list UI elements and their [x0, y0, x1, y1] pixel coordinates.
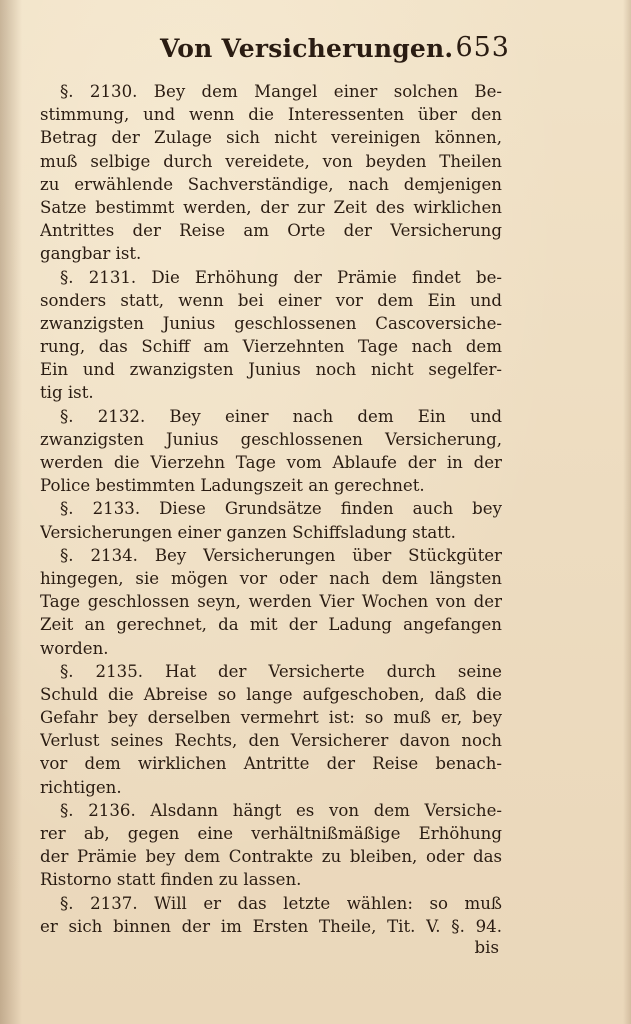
page-header	[120, 34, 510, 70]
text-line: stimmung, und wenn die Interessenten über den	[40, 105, 502, 125]
text-line: vor dem wirklichen Antritte der Reise benach-	[40, 754, 502, 774]
text-line: §. 2133. Diese Grundsätze finden auch bey	[60, 499, 502, 519]
text-line: er sich binnen der im Ersten Theile, Tit. V. §. 94.	[40, 916, 502, 936]
catchword: bis	[474, 938, 499, 957]
text-line: Betrag der Zulage sich nicht vereinigen können,	[40, 128, 502, 148]
body-text	[40, 80, 502, 938]
text-line: zu erwählende Sachverständige, nach demjenigen	[40, 174, 502, 194]
text-line: Zeit an gerechnet, da mit der Ladung angefangen	[40, 615, 502, 635]
text-line: tig ist.	[40, 383, 94, 403]
text-line: Tage geschlossen seyn, werden Vier Wochen von der	[40, 592, 502, 612]
text-line: Gefahr bey derselben vermehrt ist: so muß er, bey	[40, 708, 502, 728]
text-line: §. 2130. Bey dem Mangel einer solchen Be-	[60, 82, 502, 101]
text-line: Satze bestimmt werden, der zur Zeit des wirklichen	[40, 197, 502, 217]
text-line: zwanzigsten Junius geschlossenen Cascoversiche-	[40, 313, 502, 333]
text-line: Ristorno statt finden zu lassen.	[40, 870, 302, 890]
text-line: werden die Vierzehn Tage vom Ablaufe der in der	[40, 453, 502, 472]
text-line: Verlust seines Rechts, den Versicherer davon noch	[40, 731, 502, 751]
text-line: rung, das Schiff am Vierzehnten Tage nach dem	[40, 337, 502, 357]
text-line: §. 2134. Bey Versicherungen über Stückgüter	[60, 545, 502, 565]
text-line: Ein und zwanzigsten Junius noch nicht segelfer-	[40, 360, 502, 380]
text-line: hingegen, sie mögen vor oder nach dem längsten	[40, 568, 502, 588]
text-line: Versicherungen einer ganzen Schiffsladung statt.	[40, 522, 456, 542]
text-line: der Prämie bey dem Contrakte zu bleiben, oder das	[40, 847, 502, 867]
text-line: §. 2137. Will er das letzte wählen: so muß	[60, 893, 502, 913]
text-line: Schuld die Abreise so lange aufgeschoben, daß die	[40, 684, 502, 704]
text-line: gangbar ist.	[40, 244, 142, 264]
running-title: Von Versicherungen.	[160, 34, 454, 63]
text-line: rer ab, gegen eine verhältnißmäßige Erhöhung	[40, 824, 502, 843]
text-line: §. 2135. Hat der Versicherte durch seine	[60, 661, 502, 681]
text-line: worden.	[40, 638, 109, 658]
text-line: Police bestimmten Ladungszeit an gerechnet.	[40, 476, 425, 496]
text-line: sonders statt, wenn bei einer vor dem Ein und	[40, 290, 502, 310]
text-line: §. 2131. Die Erhöhung der Prämie findet be-	[60, 267, 502, 287]
text-line: richtigen.	[40, 777, 122, 797]
text-line: Antrittes der Reise am Orte der Versicherung	[40, 221, 502, 241]
text-line: zwanzigsten Junius geschlossenen Versicherung,	[40, 429, 502, 449]
text-line: §. 2136. Alsdann hängt es von dem Versiche-	[60, 800, 502, 820]
page-edge	[623, 0, 631, 1024]
spine-shadow	[0, 0, 22, 1024]
page-number: 653	[455, 32, 510, 63]
text-line: muß selbige durch vereidete, von beyden Theilen	[40, 151, 502, 171]
text-line: §. 2132. Bey einer nach dem Ein und	[60, 406, 502, 426]
